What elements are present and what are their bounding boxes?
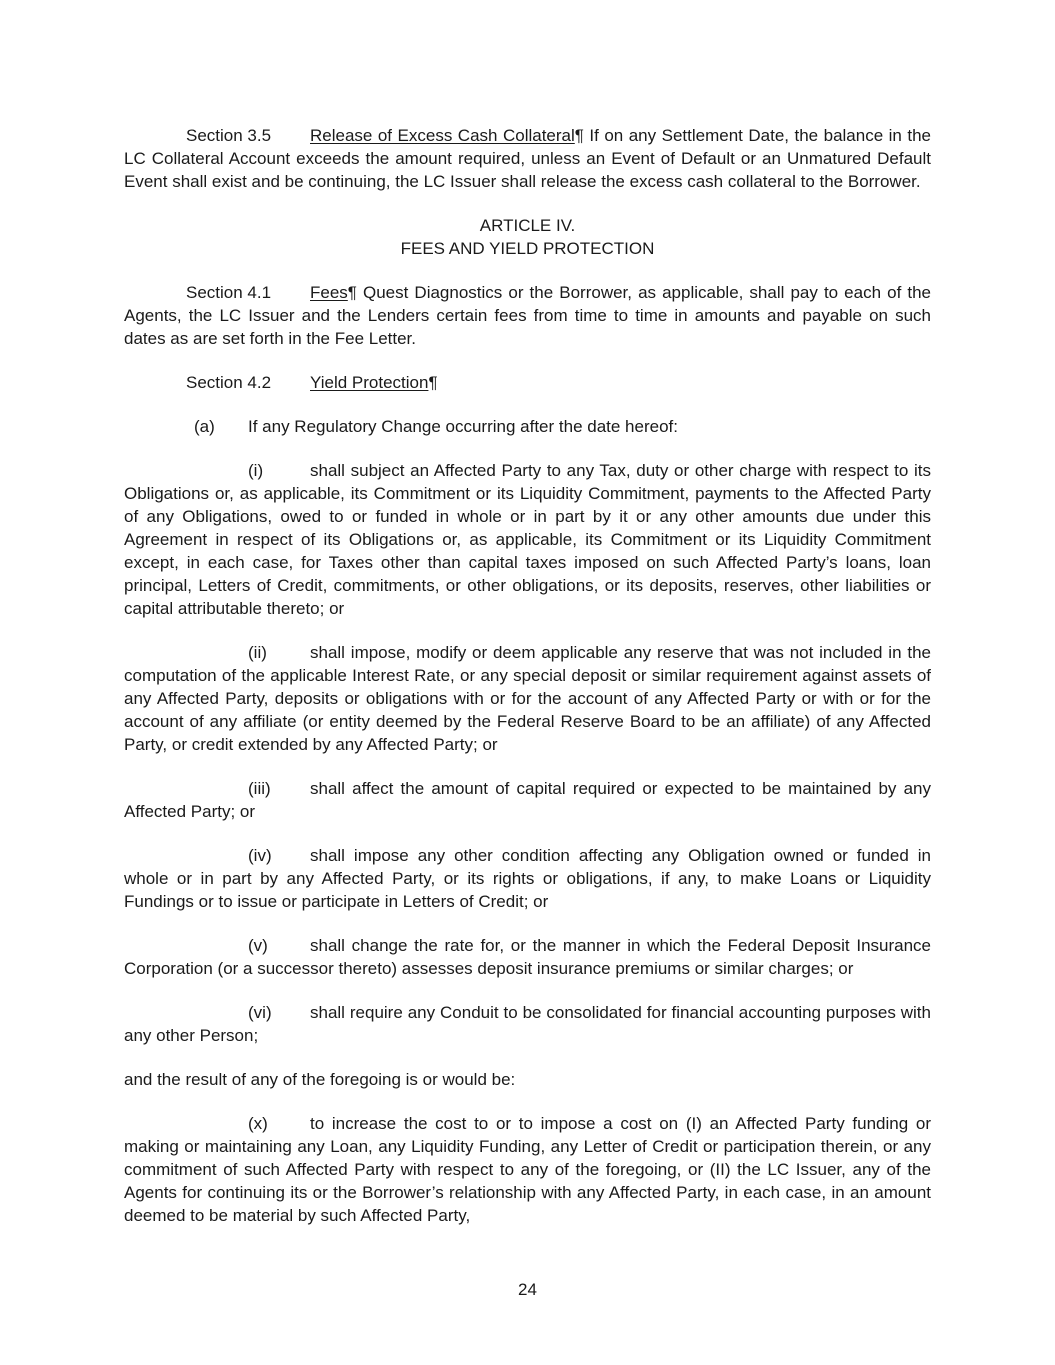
pilcrow-mark: ¶ [428,373,438,392]
subclause-text: shall affect the amount of capital required or expected to be maintained by any Affected Party; or [124,779,931,821]
section-body: Quest Diagnostics or the Borrower, as applicable, shall pay to each of the Agents, the LC Issuer and the Lenders certain fees from time to time in amounts and payable on such dates as are set forth in the Fee Letter. [124,283,931,348]
article-heading [124,214,931,260]
result-line: and the result of any of the foregoing is or would be: [124,1070,516,1089]
section-body: If on any Settlement Date, the balance in the LC Collateral Account exceeds the amount required, unless an Event of Default or an Unmatured Default Event shall exist and be continuing, the LC Issuer shall release the excess cash collateral to the Borrower. [124,126,931,191]
section-number: Section 4.2 [186,373,272,392]
article-title: FEES AND YIELD PROTECTION [400,239,655,258]
document-page [124,124,931,1248]
subclause-text: shall impose any other condition affecting any Obligation owned or funded in whole or in part by any Affected Party, or its rights or obligations, if any, to make Loans or Liquidity Fundings or to issue or participate in Letters of Credit; or [124,846,931,911]
clause-text: If any Regulatory Change occurring after the date hereof: [248,417,678,436]
section-title: Release of Excess Cash Collateral [310,126,575,145]
subclause-label: (vi) [248,1003,272,1022]
section-number: Section 3.5 [186,126,272,145]
section-3-5 [124,124,931,193]
subclause-text: shall require any Conduit to be consolidated for financial accounting purposes with any other Person; [124,1003,931,1045]
section-title: Yield Protection [310,373,429,392]
subclause-text: to increase the cost to or to impose a cost on (I) an Affected Party funding or making or maintaining any Loan, any Liquidity Funding, any Letter of Credit or participation therein, or any commitment of such Affected Party with respect to any of the foregoing, or (II) the LC Issuer, any of the Agents for continuing its or the Borrower’s relationship with any Affected Party, in each case, in an amount deemed to be material by such Affected Party, [124,1114,931,1225]
subclause-label: (ii) [248,643,267,662]
section-4-1 [124,281,931,350]
subclause-label: (i) [248,461,264,480]
subclause-iv [124,844,931,913]
clause-a [124,415,931,438]
subclause-text: shall subject an Affected Party to any Tax, duty or other charge with respect to its Obligations or, as applicable, its Commitment or its Liquidity Commitment, payments to the Affected Party of any Obligations, owed to or funded in whole or in part by it or any other amounts due under this Agreement in respect of its Obligations or, as applicable, its Commitment or its Liquidity Commitment except, in each case, for Taxes other than capital taxes imposed on such Affected Party’s loans, loan principal, Letters of Credit, commitments, or other obligations, or its deposits, reserves, other liabilities or capital attributable thereto; or [124,461,931,618]
subclause-label: (v) [248,936,268,955]
subclause-label: (x) [248,1114,268,1133]
article-number: ARTICLE IV. [479,216,576,235]
subclause-text: shall change the rate for, or the manner in which the Federal Deposit Insurance Corporation (or a successor thereto) assesses deposit insurance premiums or similar charges; or [124,936,931,978]
section-number: Section 4.1 [186,283,272,302]
pilcrow-mark: ¶ [347,283,357,302]
subclause-v [124,934,931,980]
page-number: 24 [518,1280,537,1299]
subclause-x [124,1112,931,1227]
subclause-text: shall impose, modify or deem applicable any reserve that was not included in the computation of the applicable Interest Rate, or any special deposit or similar requirement against assets of any Affected Party, deposits or obligations with or for the account of any Affected Party or with or for the account of any affiliate (or entity deemed by the Federal Reserve Board to be an affiliate) of any Affected Party, or credit extended by any Affected Party; or [124,643,931,754]
subclause-label: (iii) [248,779,271,798]
section-4-2 [124,371,931,394]
subclause-ii [124,641,931,756]
clause-label: (a) [194,417,215,436]
subclause-i [124,459,931,620]
section-title: Fees [310,283,348,302]
pilcrow-mark: ¶ [574,126,584,145]
subclause-iii [124,777,931,823]
subclause-vi [124,1001,931,1047]
subclause-label: (iv) [248,846,272,865]
